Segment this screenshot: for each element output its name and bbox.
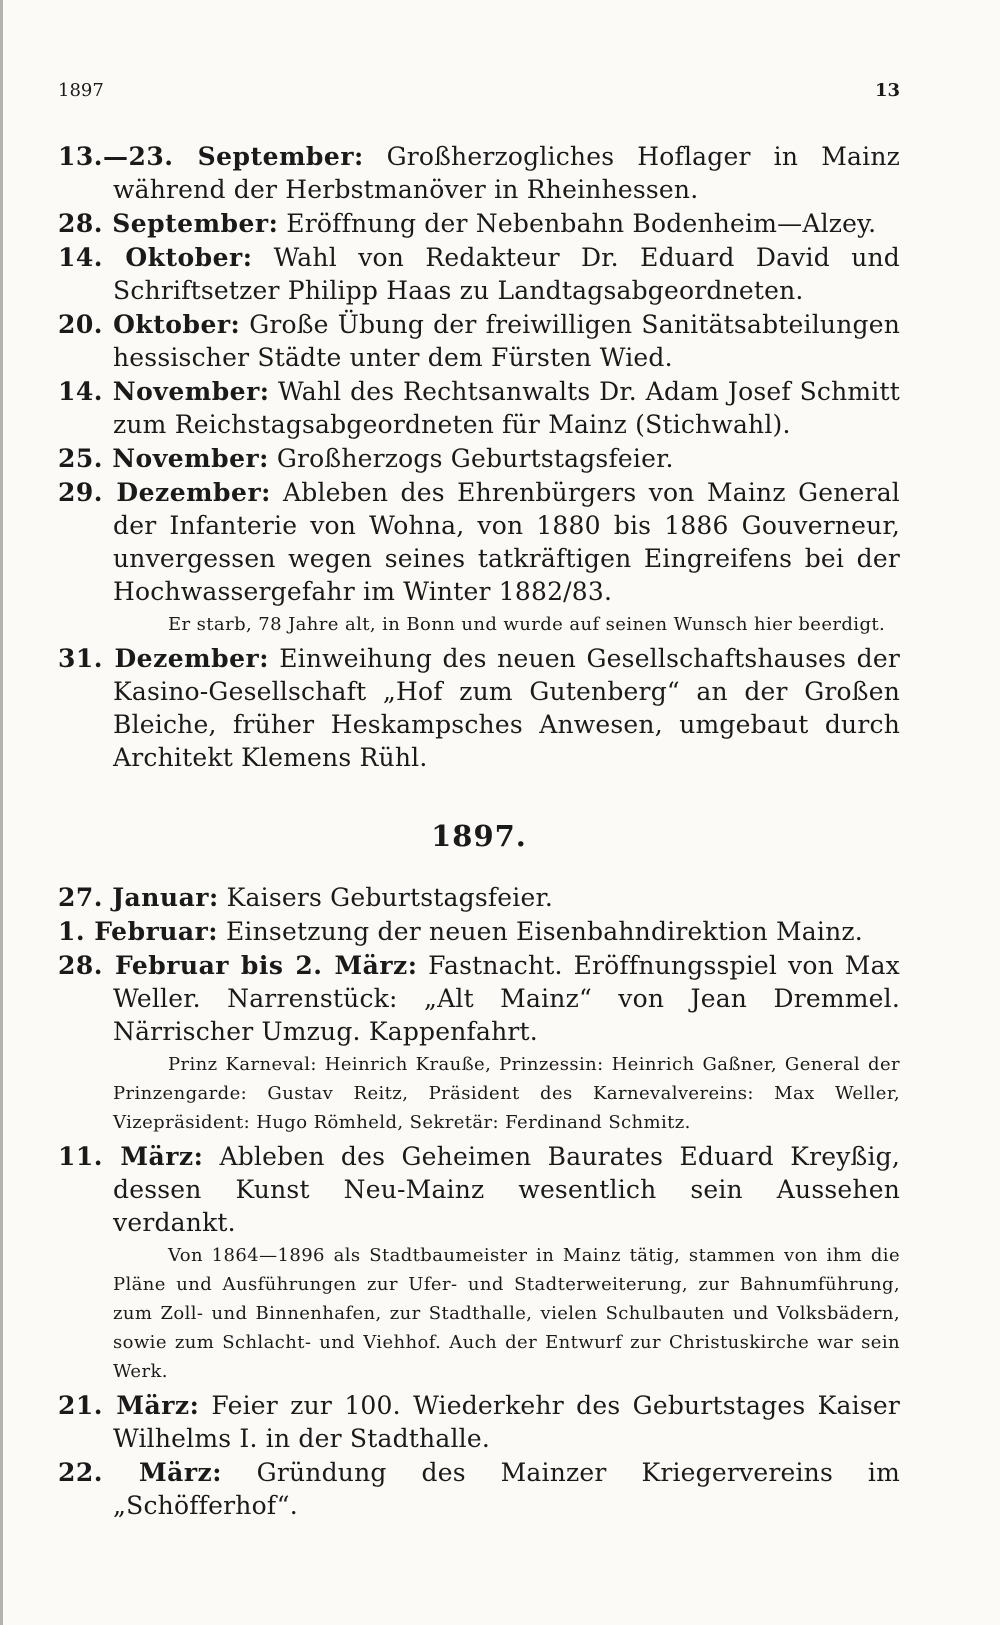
entry-text: Großherzogs Geburtstagsfeier. (276, 444, 674, 473)
entry-text: Gründung des Mainzer Kriegervereins im „Schöfferhof“. (113, 1458, 901, 1520)
chronicle-entry (58, 1389, 900, 1455)
entry-date: 31. Dezember: (58, 644, 269, 673)
entry-text: Wahl des Rechtsanwalts Dr. Adam Josef Schmitt zum Reichstagsabgeordneten für Mainz (Stichwahl). (113, 377, 900, 439)
entry-text: Große Übung der freiwilligen Sanitätsabteilungen hessischer Städte unter dem Fürsten Wied. (113, 310, 901, 372)
entry-note: Prinz Karneval: Heinrich Krauße, Prinzessin: Heinrich Gaßner, General der Prinzengarde: Gustav Reitz, Präsident des Karnevalvereins: Max Weller, Vizepräsident: Hugo Römheld, Sekretär: Ferdinand Schmitz. (113, 1054, 900, 1133)
chronicle-entry (58, 207, 900, 240)
chronicle-content (58, 140, 900, 1523)
chronicle-entry (58, 375, 900, 441)
entry-text: Kaisers Geburtstagsfeier. (226, 883, 554, 912)
entry-text: Einsetzung der neuen Eisenbahndirektion Mainz. (225, 917, 863, 946)
entry-text: Einweihung des neuen Gesellschaftshauses der Kasino-Gesellschaft „Hof zum Gutenberg“ an der Großen Bleiche, früher Heskampsches Anwesen, umgebaut durch Architekt Klemens Rühl. (113, 644, 901, 772)
entry-text: Feier zur 100. Wiederkehr des Geburtstages Kaiser Wilhelms I. in der Stadthalle. (113, 1391, 900, 1453)
page-edge-shadow (0, 0, 3, 1625)
entry-date: 21. März: (58, 1391, 200, 1420)
entry-date: 29. Dezember: (58, 478, 271, 507)
entry-text: Großherzogliches Hoflager in Mainz während der Herbstmanöver in Rheinhessen. (113, 142, 900, 204)
chronicle-entry (58, 476, 900, 608)
entry-date: 13.—23. September: (58, 142, 364, 171)
chronicle-entry (58, 241, 900, 307)
entry-note: Von 1864—1896 als Stadtbaumeister in Mainz tätig, stammen von ihm die Pläne und Ausführungen zur Ufer- und Stadterweiterung, zur Bahnumführung, zum Zoll- und Binnenhafen, zur Stadthalle, vielen Schulbauten und Volksbädern, sowie zum Schlacht- und Viehhof. Auch der Entwurf zur Christuskirche war sein Werk. (113, 1245, 900, 1382)
entry-date: 28. Februar bis 2. März: (58, 951, 418, 980)
entry-date: 20. Oktober: (58, 310, 241, 339)
entry-date: 14. Oktober: (58, 243, 253, 272)
chronicle-entry (58, 1456, 900, 1522)
chronicle-entry (58, 949, 900, 1048)
chronicle-entry (58, 881, 900, 914)
running-head-year: 1897 (58, 80, 104, 101)
chronicle-entry (58, 1140, 900, 1239)
entry-text: Eröffnung der Nebenbahn Bodenheim—Alzey. (286, 209, 877, 238)
entry-date: 1. Februar: (58, 917, 219, 946)
entry-text: Ableben des Geheimen Baurates Eduard Kreyßig, dessen Kunst Neu-Mainz wesentlich sein Aussehen verdankt. (113, 1142, 900, 1237)
chronicle-entry (58, 915, 900, 948)
entry-note: Er starb, 78 Jahre alt, in Bonn und wurde auf seinen Wunsch hier beerdigt. (168, 614, 886, 635)
chronicle-entry (58, 140, 900, 206)
section-heading-year: 1897. (431, 819, 527, 853)
entry-text: Wahl von Redakteur Dr. Eduard David und Schriftsetzer Philipp Haas zu Landtagsabgeordneten. (113, 243, 901, 305)
entry-date: 27. Januar: (58, 883, 219, 912)
entry-text: Ableben des Ehrenbürgers von Mainz General der Infanterie von Wohna, von 1880 bis 1886 Gouverneur, unvergessen wegen seines tatkräftigen Eingreifens bei der Hochwassergefahr im Winter 1882/83. (113, 478, 900, 606)
chronicle-entry (58, 442, 900, 475)
entry-date: 22. März: (58, 1458, 222, 1487)
entry-date: 28. September: (58, 209, 279, 238)
running-head (58, 80, 900, 104)
chronicle-entry (58, 308, 900, 374)
chronicle-entry (58, 642, 900, 774)
page-number: 13 (874, 80, 900, 101)
entry-text: Fastnacht. Eröffnungsspiel von Max Weller. Narrenstück: „Alt Mainz“ von Jean Dremmel. Närrischer Umzug. Kappenfahrt. (113, 951, 900, 1046)
entry-date: 11. März: (58, 1142, 204, 1171)
entry-date: 25. November: (58, 444, 269, 473)
entry-date: 14. November: (58, 377, 270, 406)
